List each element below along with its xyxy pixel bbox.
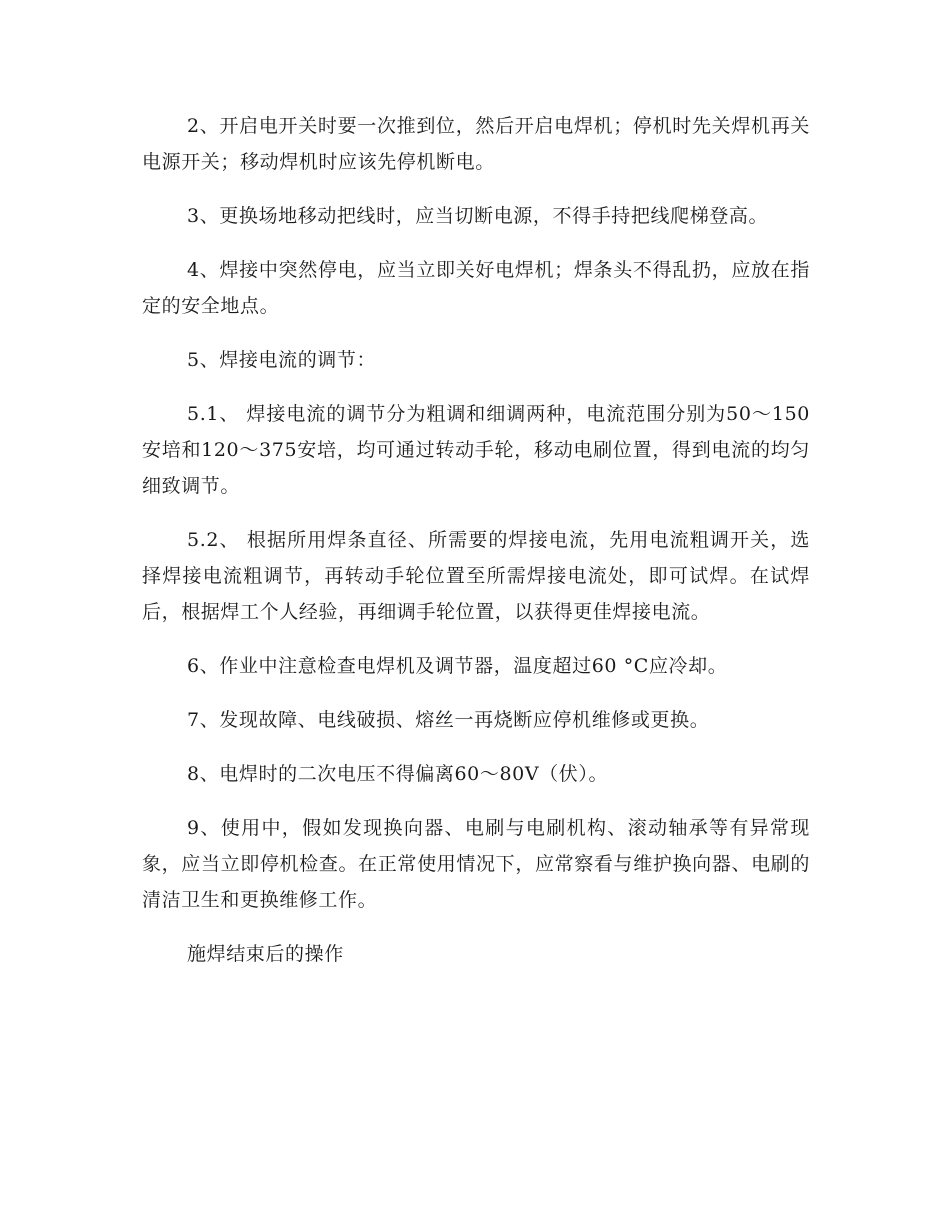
- paragraph-secondary-voltage: 8、电焊时的二次电压不得偏离60～80V（伏）。: [187, 763, 609, 785]
- paragraph-fault-repair: 7、发现故障、电线破损、熔丝一再烧断应停机维修或更换。: [187, 709, 710, 731]
- paragraph-move-cable: 3、更换场地移动把线时，应当切断电源，不得手持把线爬梯登高。: [187, 205, 769, 227]
- paragraph-power-failure: 4、焊接中突然停电，应当立即关好电焊机；焊条头不得乱扔，应放在指定的安全地点。: [142, 259, 810, 317]
- paragraph-temperature-check: 6、作业中注意检查电焊机及调节器，温度超过60 °C应冷却。: [187, 655, 728, 677]
- paragraph-current-coarse-fine: 5.1、 焊接电流的调节分为粗调和细调两种，电流范围分别为50～150安培和120～375安培，均可通过转动手轮，移动电刷位置，得到电流的均匀细致调节。: [142, 403, 810, 497]
- document-body: [142, 108, 810, 990]
- paragraph-current-select: 5.2、 根据所用焊条直径、所需要的焊接电流，先用电流粗调开关，选择焊接电流粗调节，再转动手轮位置至所需焊接电流处，即可试焊。在试焊后，根据焊工个人经验，再细调手轮位置，以获得更佳焊接电流。: [142, 529, 810, 623]
- paragraph-switch-order: 2、开启电开关时要一次推到位，然后开启电焊机；停机时先关焊机再关电源开关；移动焊机时应该先停机断电。: [142, 115, 810, 173]
- paragraph-current-adjust-heading: 5、焊接电流的调节：: [187, 349, 377, 371]
- paragraph-anomaly-check: 9、使用中，假如发现换向器、电刷与电刷机构、滚动轴承等有异常现象，应当立即停机检查。在正常使用情况下，应常察看与维护换向器、电刷的清洁卫生和更换维修工作。: [142, 817, 810, 911]
- paragraph-after-welding-heading: 施焊结束后的操作: [187, 943, 344, 965]
